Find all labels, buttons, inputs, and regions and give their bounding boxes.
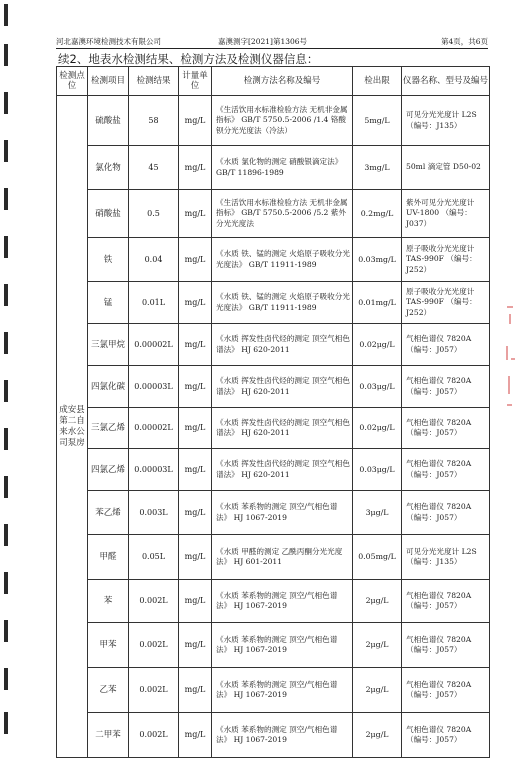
limit-cell: 3μg/L xyxy=(353,491,402,535)
result-cell: 0.00003L xyxy=(129,366,179,408)
company-name: 河北嘉澳环境检测技术有限公司 xyxy=(56,37,161,46)
result-cell: 0.002L xyxy=(129,580,179,623)
table-row xyxy=(57,623,490,668)
unit-cell: mg/L xyxy=(179,96,212,146)
result-cell: 0.003L xyxy=(129,491,179,535)
table-row xyxy=(57,668,490,713)
instrument-cell: 气相色谱仪 7820A （编号：J057） xyxy=(402,366,490,408)
instrument-cell: 可见分光光度计 L2S （编号：J135） xyxy=(402,96,490,146)
method-cell: 《生活饮用水标准检验方法 无机非金属指标》 GB/T 5750.5-2006 /1.4 铬酸钡分光光度法（冷法） xyxy=(212,96,353,146)
item-cell: 甲醛 xyxy=(88,535,129,580)
limit-cell: 0.2mg/L xyxy=(353,190,402,238)
instrument-cell: 气相色谱仪 7820A （编号：J057） xyxy=(402,623,490,668)
margin-stamp-mark xyxy=(503,306,517,416)
result-cell: 0.00002L xyxy=(129,324,179,366)
limit-cell: 2μg/L xyxy=(353,623,402,668)
table-row xyxy=(57,491,490,535)
table-row xyxy=(57,282,490,324)
result-cell: 0.05L xyxy=(129,535,179,580)
item-cell: 铁 xyxy=(88,238,129,282)
instrument-cell: 气相色谱仪 7820A （编号：J057） xyxy=(402,668,490,713)
method-cell: 《水质 铁、锰的测定 火焰原子吸收分光光度法》 GB/T 11911-1989 xyxy=(212,238,353,282)
unit-cell: mg/L xyxy=(179,491,212,535)
table-row xyxy=(57,366,490,408)
result-cell: 45 xyxy=(129,146,179,190)
instrument-cell: 50ml 滴定管 D50-02 xyxy=(402,146,490,190)
instrument-cell: 可见分光光度计 L2S （编号：J135） xyxy=(402,535,490,580)
unit-cell: mg/L xyxy=(179,580,212,623)
col-header-item: 检测项目 xyxy=(88,67,129,96)
col-header-limit: 检出限 xyxy=(353,67,402,96)
report-number: 嘉澳测字[2021]第1306号 xyxy=(218,37,308,46)
table-row xyxy=(57,408,490,449)
method-cell: 《水质 甲醛的测定 乙酰丙酮分光光度法》 HJ 601-2011 xyxy=(212,535,353,580)
method-cell: 《水质 苯系物的测定 顶空/气相色谱法》 HJ 1067-2019 xyxy=(212,668,353,713)
unit-cell: mg/L xyxy=(179,449,212,491)
method-cell: 《水质 挥发性卤代烃的测定 顶空气相色谱法》 HJ 620-2011 xyxy=(212,449,353,491)
item-cell: 硝酸盐 xyxy=(88,190,129,238)
limit-cell: 0.03μg/L xyxy=(353,366,402,408)
unit-cell: mg/L xyxy=(179,190,212,238)
table-row xyxy=(57,190,490,238)
limit-cell: 0.05mg/L xyxy=(353,535,402,580)
method-cell: 《水质 苯系物的测定 顶空/气相色谱法》 HJ 1067-2019 xyxy=(212,580,353,623)
instrument-cell: 气相色谱仪 7820A （编号：J057） xyxy=(402,713,490,758)
instrument-cell: 紫外可见分光光度计 UV-1800 （编号：J037） xyxy=(402,190,490,238)
result-cell: 0.002L xyxy=(129,668,179,713)
result-cell: 0.002L xyxy=(129,713,179,758)
method-cell: 《生活饮用水标准检验方法 无机非金属指标》 GB/T 5750.5-2006 /5.2 紫外分光光度法 xyxy=(212,190,353,238)
item-cell: 苯 xyxy=(88,580,129,623)
method-cell: 《水质 苯系物的测定 顶空/气相色谱法》 HJ 1067-2019 xyxy=(212,623,353,668)
method-cell: 《水质 氯化物的测定 硝酸银滴定法》GB/T 11896-1989 xyxy=(212,146,353,190)
item-cell: 锰 xyxy=(88,282,129,324)
item-cell: 乙苯 xyxy=(88,668,129,713)
page-number: 第4页，共6页 xyxy=(440,37,488,46)
method-cell: 《水质 挥发性卤代烃的测定 顶空气相色谱法》 HJ 620-2011 xyxy=(212,324,353,366)
section-title: 续2、地表水检测结果、检测方法及检测仪器信息： xyxy=(58,52,319,66)
unit-cell: mg/L xyxy=(179,366,212,408)
item-cell: 四氯乙烯 xyxy=(88,449,129,491)
table-row xyxy=(57,238,490,282)
instrument-cell: 气相色谱仪 7820A （编号：J057） xyxy=(402,491,490,535)
method-cell: 《水质 铁、锰的测定 火焰原子吸收分光光度法》 GB/T 11911-1989 xyxy=(212,282,353,324)
result-cell: 58 xyxy=(129,96,179,146)
unit-cell: mg/L xyxy=(179,713,212,758)
method-cell: 《水质 挥发性卤代烃的测定 顶空气相色谱法》 HJ 620-2011 xyxy=(212,408,353,449)
limit-cell: 5mg/L xyxy=(353,96,402,146)
item-cell: 硫酸盐 xyxy=(88,96,129,146)
item-cell: 三氯乙烯 xyxy=(88,408,129,449)
instrument-cell: 气相色谱仪 7820A （编号：J057） xyxy=(402,449,490,491)
result-cell: 0.00002L xyxy=(129,408,179,449)
col-header-method: 检测方法名称及编号 xyxy=(212,67,353,96)
limit-cell: 2μg/L xyxy=(353,713,402,758)
limit-cell: 2μg/L xyxy=(353,668,402,713)
item-cell: 二甲苯 xyxy=(88,713,129,758)
binding-strip xyxy=(4,0,10,742)
method-cell: 《水质 苯系物的测定 顶空/气相色谱法》 HJ 1067-2019 xyxy=(212,491,353,535)
unit-cell: mg/L xyxy=(179,668,212,713)
results-table xyxy=(56,66,490,758)
item-cell: 三氯甲烷 xyxy=(88,324,129,366)
limit-cell: 0.03μg/L xyxy=(353,449,402,491)
limit-cell: 2μg/L xyxy=(353,580,402,623)
limit-cell: 3mg/L xyxy=(353,146,402,190)
unit-cell: mg/L xyxy=(179,146,212,190)
col-header-instrument: 仪器名称、型号及编号 xyxy=(402,67,490,96)
item-cell: 氯化物 xyxy=(88,146,129,190)
result-cell: 0.002L xyxy=(129,623,179,668)
sampling-point: 成安县第二自来水公司泵房 xyxy=(57,96,88,758)
limit-cell: 0.02μg/L xyxy=(353,324,402,366)
instrument-cell: 气相色谱仪 7820A （编号：J057） xyxy=(402,324,490,366)
item-cell: 甲苯 xyxy=(88,623,129,668)
col-header-unit: 计量单位 xyxy=(179,67,212,96)
limit-cell: 0.01mg/L xyxy=(353,282,402,324)
table-row xyxy=(57,449,490,491)
result-cell: 0.00003L xyxy=(129,449,179,491)
limit-cell: 0.02μg/L xyxy=(353,408,402,449)
instrument-cell: 气相色谱仪 7820A （编号：J057） xyxy=(402,580,490,623)
table-row xyxy=(57,96,490,146)
table-row xyxy=(57,713,490,758)
instrument-cell: 原子吸收分光光度计 TAS-990F （编号：J252） xyxy=(402,238,490,282)
col-header-result: 检测结果 xyxy=(129,67,179,96)
table-row xyxy=(57,580,490,623)
result-cell: 0.04 xyxy=(129,238,179,282)
table-row xyxy=(57,146,490,190)
limit-cell: 0.03mg/L xyxy=(353,238,402,282)
table-row xyxy=(57,324,490,366)
unit-cell: mg/L xyxy=(179,623,212,668)
unit-cell: mg/L xyxy=(179,324,212,366)
result-cell: 0.5 xyxy=(129,190,179,238)
table-header-row xyxy=(57,67,490,96)
instrument-cell: 气相色谱仪 7820A （编号：J057） xyxy=(402,408,490,449)
page-header xyxy=(56,36,488,47)
item-cell: 四氯化碳 xyxy=(88,366,129,408)
method-cell: 《水质 挥发性卤代烃的测定 顶空气相色谱法》 HJ 620-2011 xyxy=(212,366,353,408)
unit-cell: mg/L xyxy=(179,238,212,282)
unit-cell: mg/L xyxy=(179,282,212,324)
table-row xyxy=(57,535,490,580)
instrument-cell: 原子吸收分光光度计 TAS-990F （编号：J252） xyxy=(402,282,490,324)
method-cell: 《水质 苯系物的测定 顶空/气相色谱法》 HJ 1067-2019 xyxy=(212,713,353,758)
unit-cell: mg/L xyxy=(179,408,212,449)
item-cell: 苯乙烯 xyxy=(88,491,129,535)
unit-cell: mg/L xyxy=(179,535,212,580)
result-cell: 0.01L xyxy=(129,282,179,324)
col-header-point: 检测点位 xyxy=(57,67,88,96)
header-rule xyxy=(56,48,488,49)
